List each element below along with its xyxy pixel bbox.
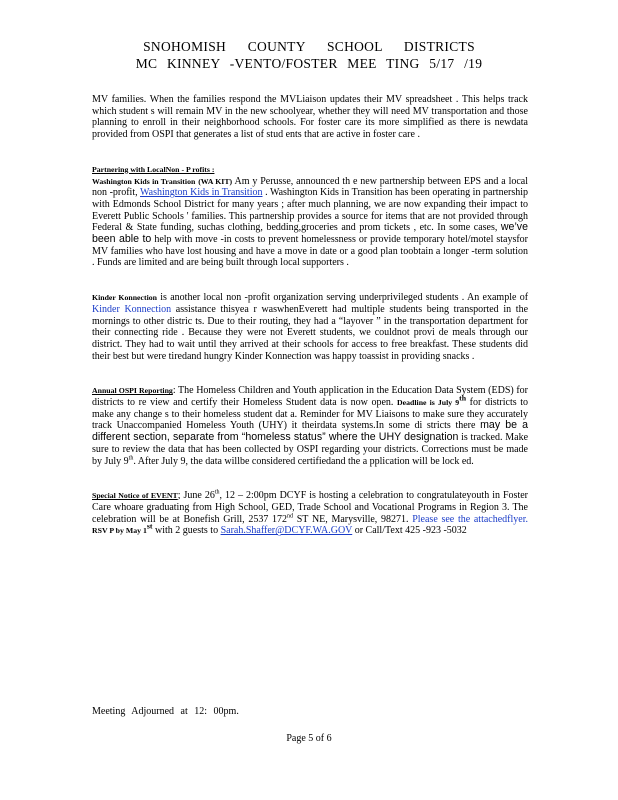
email-link[interactable]: Sarah.Shaffer@DCYF.WA.GOV [220, 525, 353, 537]
partnering-section [92, 164, 528, 269]
wakit-abbr: (WA KIT) [198, 176, 233, 186]
event-sup-1: th [214, 489, 220, 496]
event-text-b: , 12 – 2:00pm DCYF is hosting a celebration to congratulateyouth in Foster Care whoare graduating from High School, GED, Trade School and Vocational Programs in Region 3. The celebration will be at Bonefish Grill, 2537 172 [92, 490, 528, 525]
ospi-text-d: . After July 9, the data willbe considered certifiedand the a pplication will be lock ed. [133, 455, 474, 467]
intro-paragraph: MV families. When the families respond the MVLiaison updates their MV spreadsheet . This helps track which student s will remain MV in the new schoolyear, whether they will need MV transportation and those planning to enroll in their neighborhood schools. For foster care its more simplified as there is newdata provided from OSPI that generates a list of stud ents that are active in foster care . [92, 94, 528, 141]
document-header [0, 38, 618, 72]
ospi-deadline-sup: th [459, 393, 467, 403]
page-number: Page 5 of 6 [286, 733, 332, 744]
kinder-blue-text: Kinder Konnection [92, 303, 172, 315]
header-title: SNOHOMISH COUNTY SCHOOL DISTRICTS [143, 39, 475, 54]
ospi-section [92, 385, 528, 467]
ospi-text-b: for districts to make any change s to their homeless student dat a. Reminder for MV Liaisons to make sure they accurately track Unaccompanied Homeless Youth (UHY) it theirdata systems.In some di stricts there [92, 397, 529, 432]
kinder-text-a: is another local non -profit organization serving underprivileged students . An example of [160, 292, 529, 304]
event-text-e: or Call/Text 425 -923 -5032 [354, 525, 467, 537]
partnering-text-large: we’ve been able to [92, 221, 528, 246]
ospi-title: Annual OSPI Reporting [92, 386, 173, 396]
kinder-title: Kinder Konnection [92, 293, 157, 303]
rsvp-sup: st [146, 522, 153, 532]
header-subtitle: MC KINNEY -VENTO/FOSTER MEE TING 5/17 /19 [135, 56, 483, 71]
kinder-section [92, 292, 528, 362]
wakit-link[interactable]: Washington Kids in Transition [140, 187, 263, 199]
ospi-text-a: : The Homeless Children and Youth application in the Education Data System (EDS) for districts to re view and certify their Homeless Student data is now open. [92, 385, 528, 409]
ospi-text-c: is tracked. Make sure to review the data that has been collected by OSPI regarding your districts. Corrections must be made by July 9 [92, 432, 529, 467]
rsvp-label: RSV P by May 1 [92, 526, 147, 536]
document-body [92, 94, 528, 537]
ospi-text-large: may be a different section, separate from “homeless status” where the UHY designation [92, 419, 529, 444]
flyer-note: Please see the attachedflyer. [412, 513, 528, 525]
event-section [92, 490, 528, 537]
closing-line: Meeting Adjourned at 12: 00pm. [92, 706, 239, 717]
partnering-title: Partnering with LocalNon - P rofits : [92, 164, 215, 174]
event-text-a: ; June 26 [177, 490, 215, 502]
event-title: Special Notice of EVENT [92, 491, 178, 501]
event-text-c: ST NE, Marysville, 98271. [296, 513, 409, 525]
partnering-text-c: help with move -in costs to prevent homelessness or provide temporary hotel/motel staysfor MV families who have lost housing and have a move in date or a good plan toobtain a longer -term solution . Funds are limited and are being built through local supporters . [92, 234, 529, 269]
event-sup-2: nd [287, 513, 294, 520]
partnering-text-a: Am y Perusse, announced th e new partnership between EPS and a local non -profit, [92, 175, 529, 199]
ospi-text-c-sup: th [128, 455, 134, 462]
ospi-deadline: Deadline is July 9 [397, 398, 460, 408]
wakit-label: Washington Kids in Transition [92, 176, 196, 186]
event-text-d: with 2 guests to [155, 525, 219, 537]
kinder-text-b: assistance thisyea r waswhenEverett had multiple students being transported in the mornings to other distric ts. Due to their routing, they had a “layover ” in the transportation department for their connecting ride . Because they were not Everett students, we couldnot provi de meals through our district. They had to wait until they arrived at their schools for access to free breakfast. These students did their best but were tiredand hungry Kinder Konnection was happy toassist in providing snacks . [92, 303, 529, 362]
partnering-text-b: . Washington Kids in Transition has been operating in partnership with Edmonds School District for many years ; after much planning, we are now expanding their impact to Everett Public Schools ' families. This partnership provides a source for items that are not provided through Federal & State funding, suchas clothing, bedding,groceries and prom tickets , etc. In some cases, [92, 187, 529, 234]
